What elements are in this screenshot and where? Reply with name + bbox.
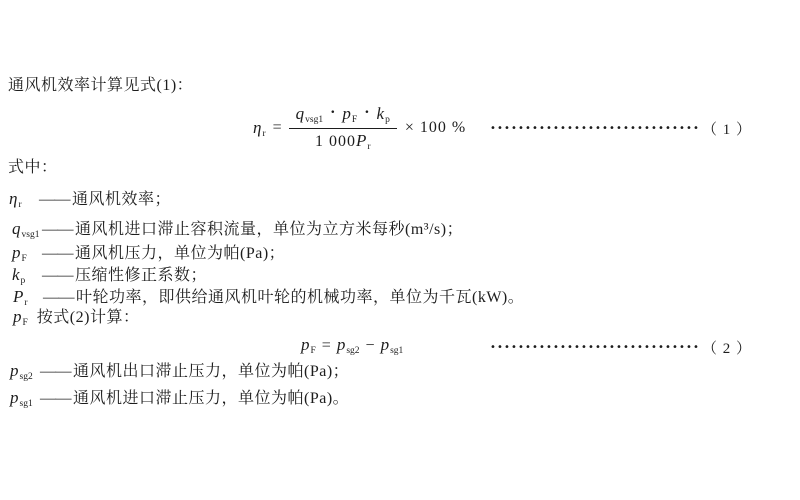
formula-1 <box>253 104 466 152</box>
definition-dash: —— <box>39 191 70 208</box>
equals-sign: = <box>321 336 331 354</box>
definition-row-eta <box>9 186 171 210</box>
p-sg1-symbol: $p_{sg1}$ <box>380 335 404 356</box>
cdot-operator: • <box>364 108 370 118</box>
formula-2-intro-line <box>13 307 139 328</box>
p-r-symbol: $P_r$ <box>355 131 371 152</box>
cdot-operator: • <box>330 108 336 118</box>
equation-number-1: （ 1 ） <box>701 122 752 138</box>
minus-sign: − <box>365 336 375 354</box>
leader-dots: •••••••••••••••••••••••••••••• <box>490 342 700 353</box>
p-f-symbol: $p_F$ <box>12 243 27 264</box>
where-label: 式中： <box>8 159 58 176</box>
p-f-symbol: $p_F$ <box>342 104 358 125</box>
definition-text: 压缩性修正系数； <box>75 267 208 284</box>
equation-number-2: （ 2 ） <box>701 341 752 357</box>
definition-text: 通风机出口滞止压力，单位为帕(Pa)； <box>73 363 350 380</box>
definition-text: 通风机进口滞止容积流量，单位为立方米每秒(m³/s)； <box>75 221 464 238</box>
definition-text: 通风机压力，单位为帕(Pa)； <box>75 245 286 262</box>
k-p-symbol: $k_p$ <box>376 104 390 125</box>
formula-2-intro-text: 按式(2)计算： <box>36 309 140 326</box>
definition-dash: —— <box>42 245 73 262</box>
eta-symbol: $\eta_r$ <box>253 117 266 139</box>
definition-row-psg1 <box>10 385 349 409</box>
q-vsg1-symbol: $q_{vsg1}$ <box>12 219 40 240</box>
definition-text: 叶轮功率，即供给通风机叶轮的机械功率，单位为千瓦(kW)。 <box>76 289 525 306</box>
intro-text: 通风机效率计算见式(1)： <box>8 77 194 94</box>
fraction <box>289 104 397 152</box>
formula-1-leader <box>490 118 752 139</box>
definition-dash: —— <box>40 363 71 380</box>
formula-2-leader <box>490 337 752 358</box>
definition-row-pr <box>13 284 524 308</box>
p-f-symbol: $p_F$ <box>301 335 316 356</box>
leader-dots: •••••••••••••••••••••••••••••• <box>490 123 700 134</box>
q-vsg1-symbol: $q_{vsg1}$ <box>295 104 324 125</box>
fraction-denominator: 1 $000P_r$ <box>314 131 371 152</box>
p-r-symbol: $P_r$ <box>13 287 28 308</box>
definition-dash: —— <box>43 289 74 306</box>
definition-dash: —— <box>42 221 73 238</box>
equals-sign: = <box>272 119 282 136</box>
definition-row-qvsg1 <box>12 216 463 240</box>
definition-row-psg2 <box>10 358 349 382</box>
definition-row-pf <box>12 240 285 264</box>
p-f-symbol: $p_F$ <box>13 307 28 328</box>
definition-text: 通风机进口滞止压力，单位为帕(Pa)。 <box>73 390 350 407</box>
definition-dash: —— <box>40 390 71 407</box>
eta-symbol: $\eta_r$ <box>9 189 22 210</box>
k-p-symbol: $k_p$ <box>12 265 26 286</box>
p-sg2-symbol: $p_{sg2}$ <box>336 335 360 356</box>
definition-text: 通风机效率； <box>72 191 172 208</box>
times-100-percent: × 100 % <box>404 119 467 136</box>
definition-dash: —— <box>42 267 73 284</box>
p-sg1-symbol: $p_{sg1}$ <box>10 388 33 409</box>
p-sg2-symbol: $p_{sg2}$ <box>10 361 33 382</box>
formula-2 <box>301 335 403 356</box>
definition-row-kp <box>12 262 207 286</box>
fraction-numerator <box>289 104 397 129</box>
